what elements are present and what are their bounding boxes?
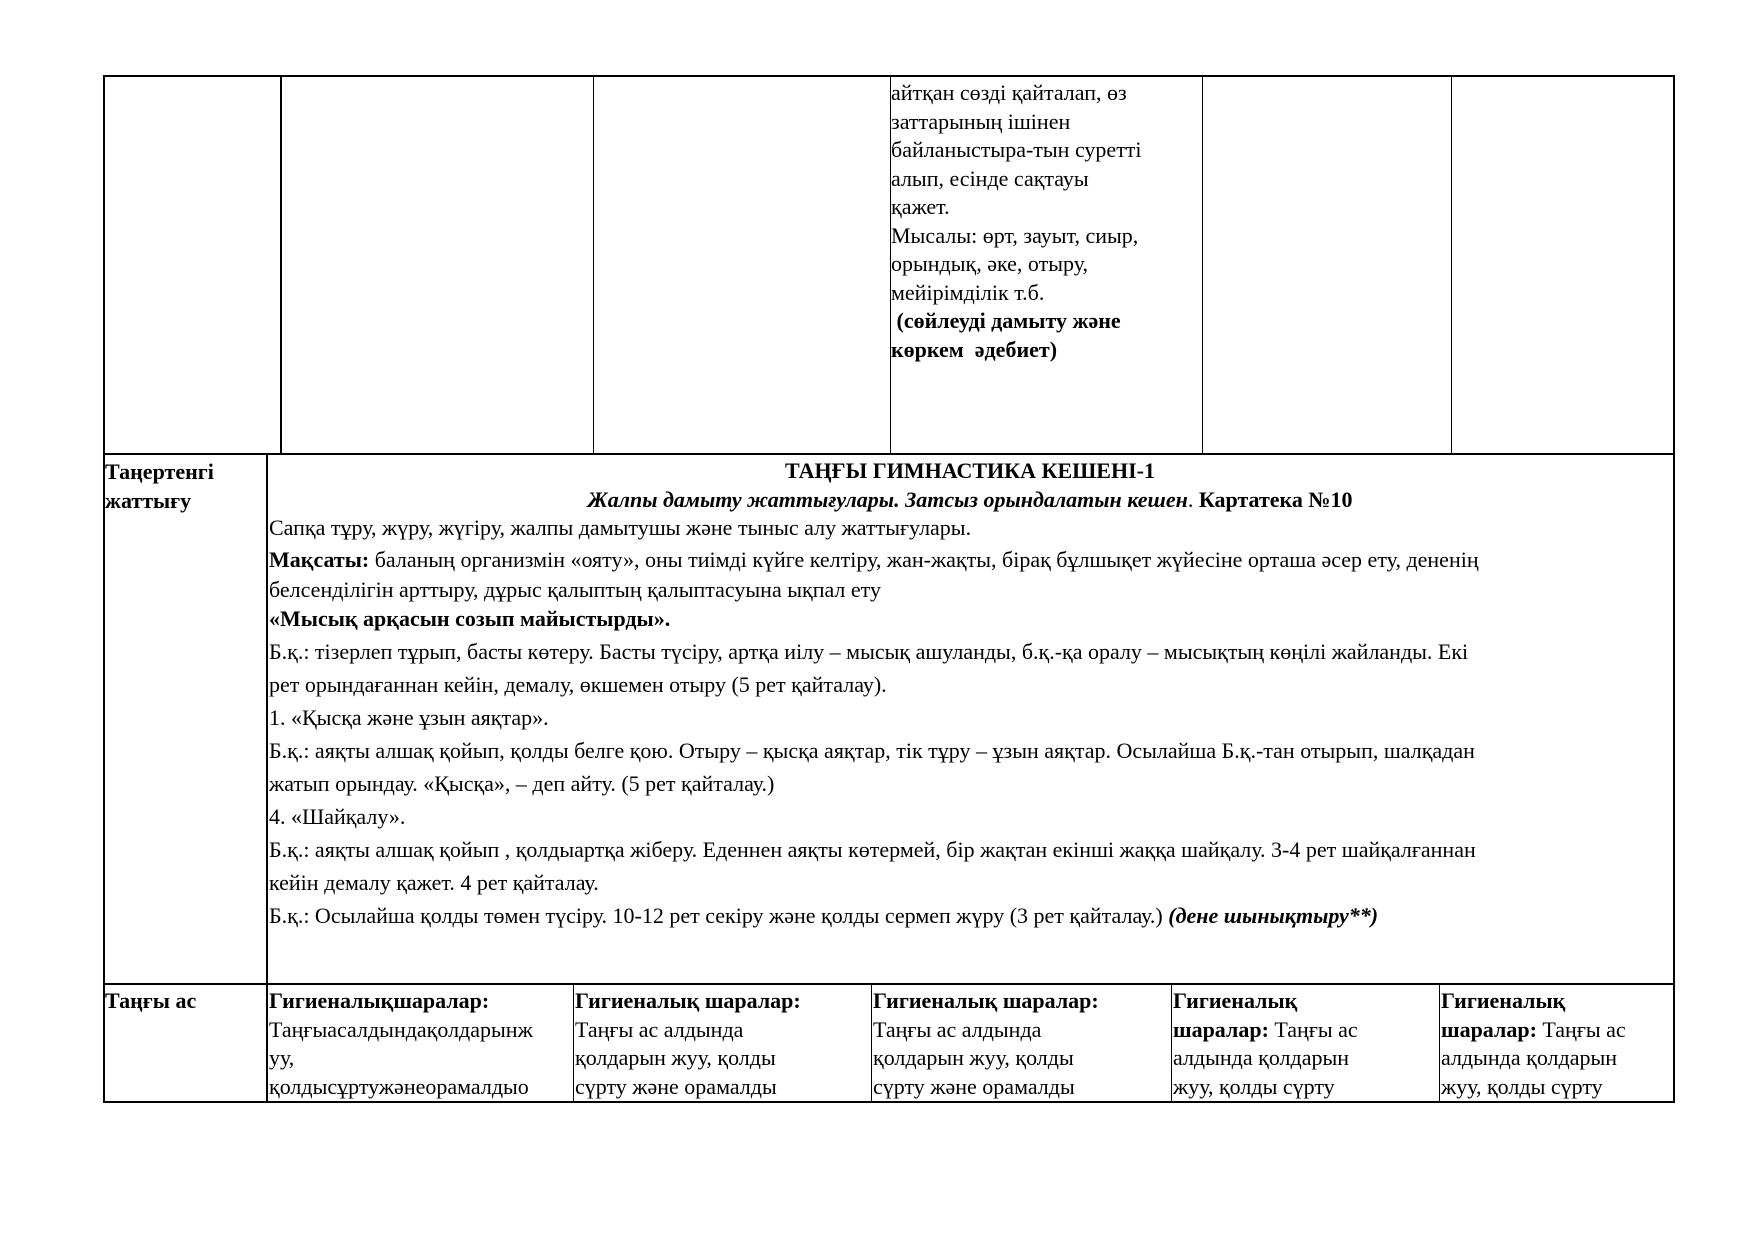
exercise-line-last <box>269 899 1671 932</box>
hygiene-heading: Гигиеналық <box>1441 988 1566 1013</box>
table-top-border <box>103 75 1675 77</box>
text-line: алдында қолдарын <box>1173 1045 1350 1070</box>
row3-col3 <box>873 987 1170 1101</box>
row2-divider <box>266 453 268 1103</box>
exercise-line: Б.қ.: аяқты алшақ қойып, қолды белге қою. Отыру – қысқа аяқтар, тік тұру – ұзын аяқтар. Осылайша Б.қ.-тан отырып, шалқадан <box>269 738 1475 763</box>
subtitle-sep: . <box>1187 486 1199 512</box>
text-line: Мысалы: өрт, зауыт, сиыр, <box>891 222 1139 248</box>
gymnastics-title: ТАҢҒЫ ГИМНАСТИКА КЕШЕНІ-1 <box>785 458 1155 483</box>
hygiene-heading: Гигиеналық <box>1173 988 1298 1013</box>
text-line: қолдарын жуу, қолды <box>873 1045 1074 1070</box>
text-line: Таңғы ас алдында <box>575 1016 744 1042</box>
row1-divider-1 <box>280 75 282 455</box>
gymnastics-subtitle <box>269 486 1671 515</box>
subtitle-main: Жалпы дамыту жаттығулары. Затсыз орындалатын кешен <box>587 486 1188 512</box>
goal-paragraph <box>269 546 1671 575</box>
row3-divider-3 <box>871 983 872 1103</box>
hygiene-heading-cont: шаралар: <box>1441 1016 1537 1042</box>
text-line: қолдарын жуу, қолды <box>575 1045 776 1070</box>
exercise-title: «Мысық арқасын созып майыстырды». <box>269 605 671 631</box>
text-line: Таңғы ас алдында <box>873 1016 1042 1042</box>
row-label-line: Таңертенгі <box>105 459 214 484</box>
text-line: алдында қолдарын <box>1441 1045 1618 1070</box>
row3-divider-4 <box>1171 983 1172 1103</box>
row3-col2 <box>575 987 870 1101</box>
goal-label: Мақсаты: <box>269 546 370 572</box>
text-line: сүрту және орамалды <box>873 1073 1075 1099</box>
row1-divider-5 <box>1451 75 1452 455</box>
hygiene-line <box>1441 1016 1672 1045</box>
text-line: сүрту және орамалды <box>575 1073 777 1099</box>
row2-content <box>269 457 1671 932</box>
row1-col4-text <box>891 79 1201 364</box>
table-right-border <box>1673 75 1675 1103</box>
hygiene-line <box>1173 1016 1438 1045</box>
card-number: Картатека №10 <box>1198 486 1353 512</box>
hygiene-heading: Гигиеналық шаралар: <box>575 988 801 1013</box>
exercise-text: Б.қ.: Осылайша қолды төмен түсіру. 10-12 рет секіру және қолды сермеп жүру (3 рет қайталау.) <box>269 903 1163 928</box>
exercise-line: Б.қ.: аяқты алшақ қойып , қолдыартқа жіберу. Еденнен аяқты көтермей, бір жақтан екінші жаққа шайқалу. 3-4 рет шайқалғаннан <box>269 837 1476 862</box>
row2-label <box>105 458 265 515</box>
text-line: қолдысұртужәнеорамалдыо <box>269 1073 529 1099</box>
goal-text-cont: белсенділігін арттыру, дұрыс қалыптың қалыптасуына ықпал ету <box>269 577 881 602</box>
row-label-line: жаттығу <box>105 487 192 513</box>
hygiene-heading: Гигиеналықшаралар: <box>269 988 490 1013</box>
text-line: жуу, қолды сүрту <box>1441 1073 1603 1099</box>
hygiene-heading-cont: шаралар: <box>1173 1016 1269 1042</box>
row3-label: Таңғы ас <box>105 988 197 1013</box>
exercise-line: рет орындағаннан кейін, демалу, өкшемен отыру (5 рет қайталау). <box>269 672 887 697</box>
exercise-line: 1. «Қысқа және ұзын аяқтар». <box>269 705 549 730</box>
row3-divider-5 <box>1439 983 1440 1103</box>
row3-col5 <box>1441 987 1672 1101</box>
table-left-border <box>103 75 105 1103</box>
goal-text: баланың организмін «ояту», оны тиімді күйге келтіру, жан-жақты, бірақ бұлшықет жүйесіне орташа әсер ету, дененің <box>369 546 1479 572</box>
text-line: орындық, әке, отыру, <box>891 251 1089 276</box>
exercise-line: кейін демалу қажет. 4 рет қайталау. <box>269 870 599 895</box>
text-line: уу, <box>269 1045 295 1070</box>
hygiene-heading: Гигиеналық шаралар: <box>873 988 1099 1013</box>
exercise-line: жатып орындау. «Қысқа», – деп айту. (5 рет қайталау.) <box>269 771 775 796</box>
subject-tag: (дене шынықтыру**) <box>1162 903 1379 928</box>
text-line: айтқан сөзді қайталап, өз <box>891 80 1127 105</box>
row3-col4 <box>1173 987 1438 1101</box>
row1-bottom-border <box>103 453 1675 455</box>
text-line: Таңғыасалдындақолдарынж <box>269 1016 533 1042</box>
text-inline: Таңғы ас <box>1268 1016 1358 1042</box>
text-line: жуу, қолды сүрту <box>1173 1073 1335 1099</box>
exercise-line: Б.қ.: тізерлеп тұрып, басты көтеру. Басты түсіру, артқа иілу – мысық ашуланды, б.қ.-қа оралу – мысықтың көңілі жайланды. Екі <box>269 639 1469 664</box>
row3-divider-2 <box>573 983 574 1103</box>
row3-col1 <box>269 987 572 1101</box>
text-line: қажет. <box>891 194 950 219</box>
text-line: заттарының ішінен <box>891 108 1071 134</box>
row1-divider-4 <box>1202 75 1203 455</box>
exercise-line: 4. «Шайқалу». <box>269 804 406 829</box>
subject-tag: көркем әдебиет) <box>891 336 1058 362</box>
text-inline: Таңғы ас <box>1536 1016 1626 1042</box>
text-line: байланыстыра-тын суретті <box>891 137 1142 162</box>
text-line: мейірімділік т.б. <box>891 279 1045 305</box>
text-line: алып, есінде сақтауы <box>891 165 1089 191</box>
subject-tag: (сөйлеуді дамыту және <box>891 308 1121 333</box>
intro-text: Сапқа тұру, жүру, жүгіру, жалпы дамытушы және тыныс алу жаттығулары. <box>269 515 972 540</box>
row1-divider-2 <box>593 75 594 455</box>
